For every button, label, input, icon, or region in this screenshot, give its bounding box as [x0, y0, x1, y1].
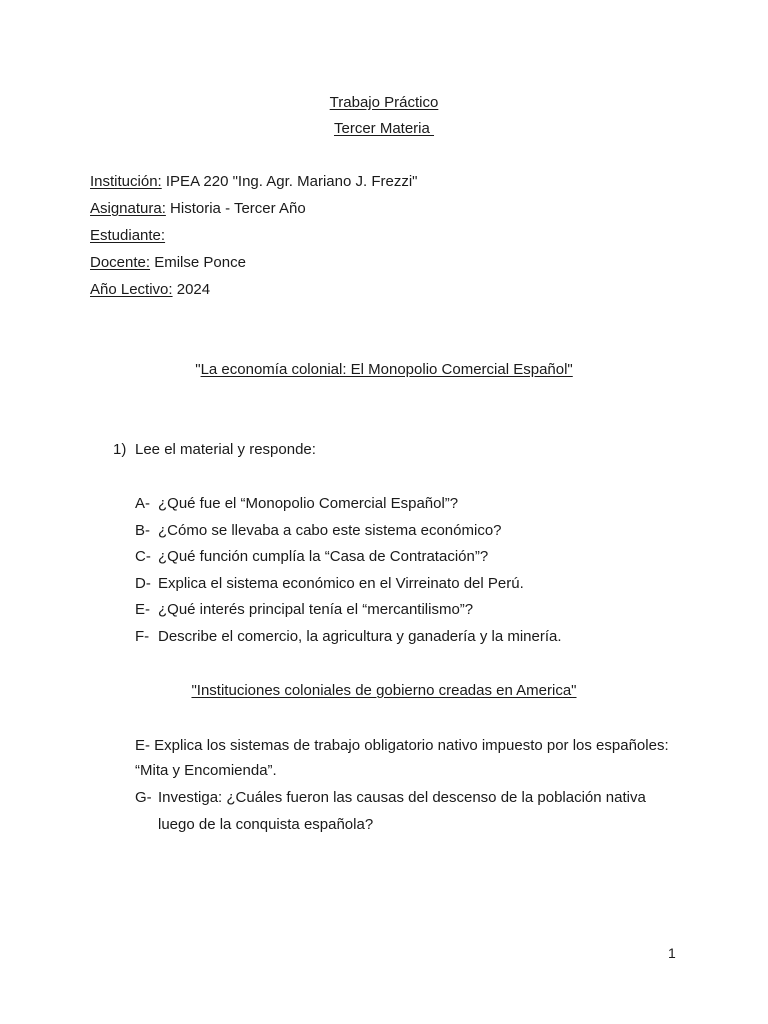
info-docente	[90, 254, 246, 272]
section1-heading	[0, 361, 768, 379]
info-ano-lectivo	[90, 281, 210, 299]
question-c	[135, 548, 488, 566]
section2-title: "Instituciones coloniales de gobierno creadas en America"	[191, 682, 577, 699]
instruction-1	[113, 441, 316, 459]
question-text: ¿Qué fue el “Monopolio Comercial Español”?	[158, 495, 459, 512]
info-value: IPEA 220 "Ing. Agr. Mariano J. Frezzi"	[161, 173, 418, 190]
question-marker: B-	[135, 522, 150, 539]
question-b	[135, 522, 502, 540]
question-text: ¿Cómo se llevaba a cabo este sistema económico?	[158, 522, 502, 539]
question-marker: G-	[135, 789, 152, 806]
question-e2-text: E- Explica los sistemas de trabajo obligatorio nativo impuesto por los españoles:	[135, 737, 669, 754]
info-institucion	[90, 173, 418, 191]
question-text: Describe el comercio, la agricultura y ganadería y la minería.	[158, 628, 562, 645]
question-g-line1	[135, 789, 646, 807]
question-e2-text-cont: “Mita y Encomienda”.	[135, 762, 277, 779]
question-marker: F-	[135, 628, 150, 645]
info-value: Historia - Tercer Año	[165, 200, 306, 217]
instruction-number: 1)	[113, 441, 127, 458]
question-g-line2	[158, 816, 373, 834]
title-text: Trabajo Práctico	[329, 94, 439, 111]
question-text: ¿Qué interés principal tenía el “mercantilismo”?	[158, 601, 474, 618]
question-marker: A-	[135, 495, 150, 512]
question-g-text: Investiga: ¿Cuáles fueron las causas del descenso de la población nativa	[158, 789, 646, 806]
question-e	[135, 601, 473, 619]
section2-heading	[0, 682, 768, 700]
page-number	[668, 944, 676, 962]
info-asignatura	[90, 200, 306, 218]
info-estudiante	[90, 227, 165, 245]
section1-quote-open: "	[195, 361, 201, 378]
info-value: Emilse Ponce	[150, 254, 246, 271]
page-number-text: 1	[668, 945, 676, 961]
info-label: Estudiante:	[90, 227, 166, 244]
question-marker: D-	[135, 575, 151, 592]
info-value: 2024	[172, 281, 211, 298]
question-marker: C-	[135, 548, 151, 565]
subtitle-text: Tercer Materia	[333, 120, 435, 137]
question-text: ¿Qué función cumplía la “Casa de Contratación”?	[158, 548, 489, 565]
info-label: Asignatura:	[90, 200, 166, 217]
question-f	[135, 628, 562, 646]
question-a	[135, 495, 458, 513]
question-marker: E-	[135, 601, 150, 618]
question-e2-line1	[135, 737, 669, 755]
question-g-text-cont: luego de la conquista española?	[158, 816, 374, 833]
info-label: Docente:	[90, 254, 151, 271]
instruction-text: Lee el material y responde:	[135, 441, 316, 458]
question-text: Explica el sistema económico en el Virreinato del Perú.	[158, 575, 524, 592]
info-label: Institución:	[90, 173, 162, 190]
document-subtitle	[0, 120, 768, 138]
question-d	[135, 575, 524, 593]
section1-title: La economía colonial: El Monopolio Comercial Español"	[200, 361, 573, 378]
document-title	[0, 94, 768, 112]
info-label: Año Lectivo:	[90, 281, 173, 298]
question-e2-line2	[135, 762, 277, 780]
